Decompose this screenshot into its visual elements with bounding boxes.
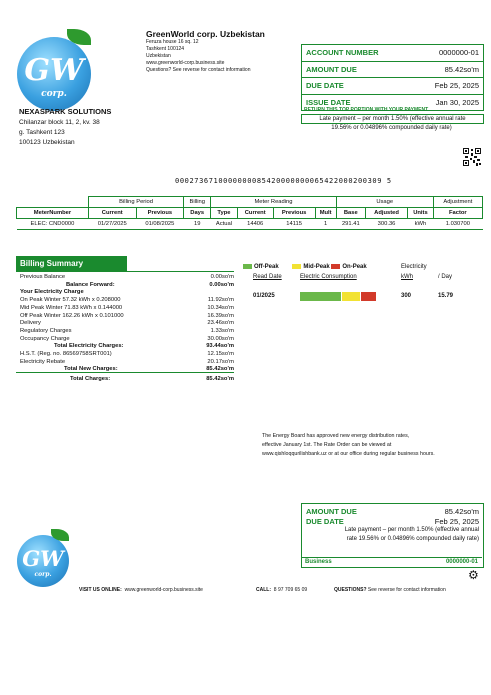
bar-mid-peak xyxy=(342,292,360,301)
footer-questions: QUESTIONS? See reverse for contact information xyxy=(334,587,446,593)
usage-date: 01/2025 xyxy=(253,293,275,299)
billing-row: Total New Charges: 85.42so'm xyxy=(64,366,234,373)
usage-per-day: 15.79 xyxy=(438,293,454,299)
billing-row: Total Electricity Charges: 93.44so'm xyxy=(54,343,234,350)
billing-row: Previous Balance 0.00so'm xyxy=(20,274,234,280)
company-name: GreenWorld corp. Uzbekistan xyxy=(146,29,265,39)
stub-divider xyxy=(301,557,482,558)
late-payment-note-2: 19.56% or 0.04896% compounded daily rate) xyxy=(331,125,452,131)
return-note: RETURN THIS TOP PORTION WITH YOUR PAYMENT xyxy=(304,107,429,113)
customer-address: Chilanzar block 11, 2, kv. 38 g. Tashkent 123 100123 Uzbekistan xyxy=(19,119,100,146)
kwh-label: kWh xyxy=(401,274,413,280)
total-charges-row: Total Charges: 85.42so'm xyxy=(70,376,234,382)
billing-row: Balance Forward: 0.00so'm xyxy=(66,281,234,288)
electricity-label: Electricity xyxy=(401,264,427,270)
legend-item-off-peak: Off-Peak xyxy=(243,264,279,270)
per-day-label: / Day xyxy=(438,274,453,280)
stub-due-row: DUE DATE Feb 25, 2025 xyxy=(306,517,479,526)
billing-row: Electricity Rebate 20.17so'm xyxy=(20,358,234,365)
consumption-label: Electric Consumption xyxy=(300,274,357,280)
bar-on-peak xyxy=(361,292,376,301)
billing-row: Occupancy Charge 30.00so'm xyxy=(20,335,234,342)
amount-due-row: AMOUNT DUE 85.42so'm xyxy=(302,62,483,79)
footer-call: CALL: 8 97 709 65 09 xyxy=(256,587,308,593)
billing-row: Mid Peak Winter 71.83 kWh x 0.144000 10.34so'm xyxy=(20,304,234,311)
gear-icon: ⚙ xyxy=(468,568,479,582)
billing-summary-title: Billing Summary xyxy=(16,256,127,272)
billing-row: On Peak Winter 57.32 kWh x 0.208000 11.92so'm xyxy=(20,297,234,304)
due-date-row: DUE DATE Feb 25, 2025 xyxy=(302,78,483,95)
billing-row: H.S.T. (Reg. no. 86569758SRT001) 12.15so'm xyxy=(20,351,234,357)
meter-reading-table: Billing Period Billing Meter Reading Usage Adjustment MeterNumber Current Previous Days Type Current Previous Mult Base Adjusted Units Factor ELEC: CND0000 01/27/2025 01/08/2025 19 Actual 14406 14115 1 291.41 300.36 kWh 1.030700 xyxy=(16,196,483,230)
barcode-number: 0002736710000000085420000000065422000200309 5 xyxy=(175,177,392,185)
issue-date-row: ISSUE DATE Jan 30, 2025 xyxy=(306,97,479,107)
company-logo-bottom: GW corp. xyxy=(17,535,69,587)
qr-code xyxy=(462,147,482,167)
bar-off-peak xyxy=(300,292,341,301)
billing-row: Regulatory Charges 1.33so'm xyxy=(20,327,234,334)
divider xyxy=(16,271,234,272)
usage-kwh: 300 xyxy=(401,293,412,299)
late-payment-note: Late payment – per month 1.50% (effective annual rate xyxy=(301,114,484,124)
legend-item-on-peak: On-Peak xyxy=(331,264,366,270)
phone-link[interactable]: 8 97 709 65 09 xyxy=(273,587,308,593)
usage-legend xyxy=(243,264,367,270)
rate-notice: The Energy Board has approved new energy distribution rates, effective January 1st. The Rate Order can be viewed at www.qishloqqurilishbank.uz or at our office during regular business hours. xyxy=(262,433,435,457)
legend-item-mid-peak: Mid-Peak xyxy=(292,264,329,270)
stub-business-row: Business 0000000-01 xyxy=(305,559,478,565)
read-date-label: Read Date xyxy=(253,274,282,280)
stub-late-note: Late payment – per month 1.50% (effective annual rate 19.56% or 0.04896% compounded daily rate) xyxy=(344,527,479,542)
company-logo: GW corp. xyxy=(17,37,91,111)
table-row: ELEC: CND0000 01/27/2025 01/08/2025 19 Actual 14406 14115 1 291.41 300.36 kWh 1.030700 xyxy=(17,219,483,230)
divider xyxy=(16,372,234,373)
account-number-row: ACCOUNT NUMBER 0000000-01 xyxy=(302,45,483,62)
stub-amount-row: AMOUNT DUE 85.42so'm xyxy=(306,507,479,516)
billing-row: Your Electricity Charge xyxy=(20,289,84,296)
account-summary-box xyxy=(301,44,484,111)
footer: VISIT US ONLINE: www.greenworld-corp.business.site xyxy=(79,587,203,593)
customer-name: NEXASPARK SOLUTIONS xyxy=(19,107,112,116)
website-link[interactable]: www.greenworld-corp.business.site xyxy=(124,587,203,593)
billing-row: Off Peak Winter 162.26 kWh x 0.101000 16.39so'm xyxy=(20,312,234,319)
company-address: Feruza house 16 sq. 12 Tashkent 100124 Uzbekistan www.greenworld-corp.business.site Questions? See reverse for contact information xyxy=(146,39,251,73)
billing-row: Delivery 23.46so'm xyxy=(20,320,234,327)
